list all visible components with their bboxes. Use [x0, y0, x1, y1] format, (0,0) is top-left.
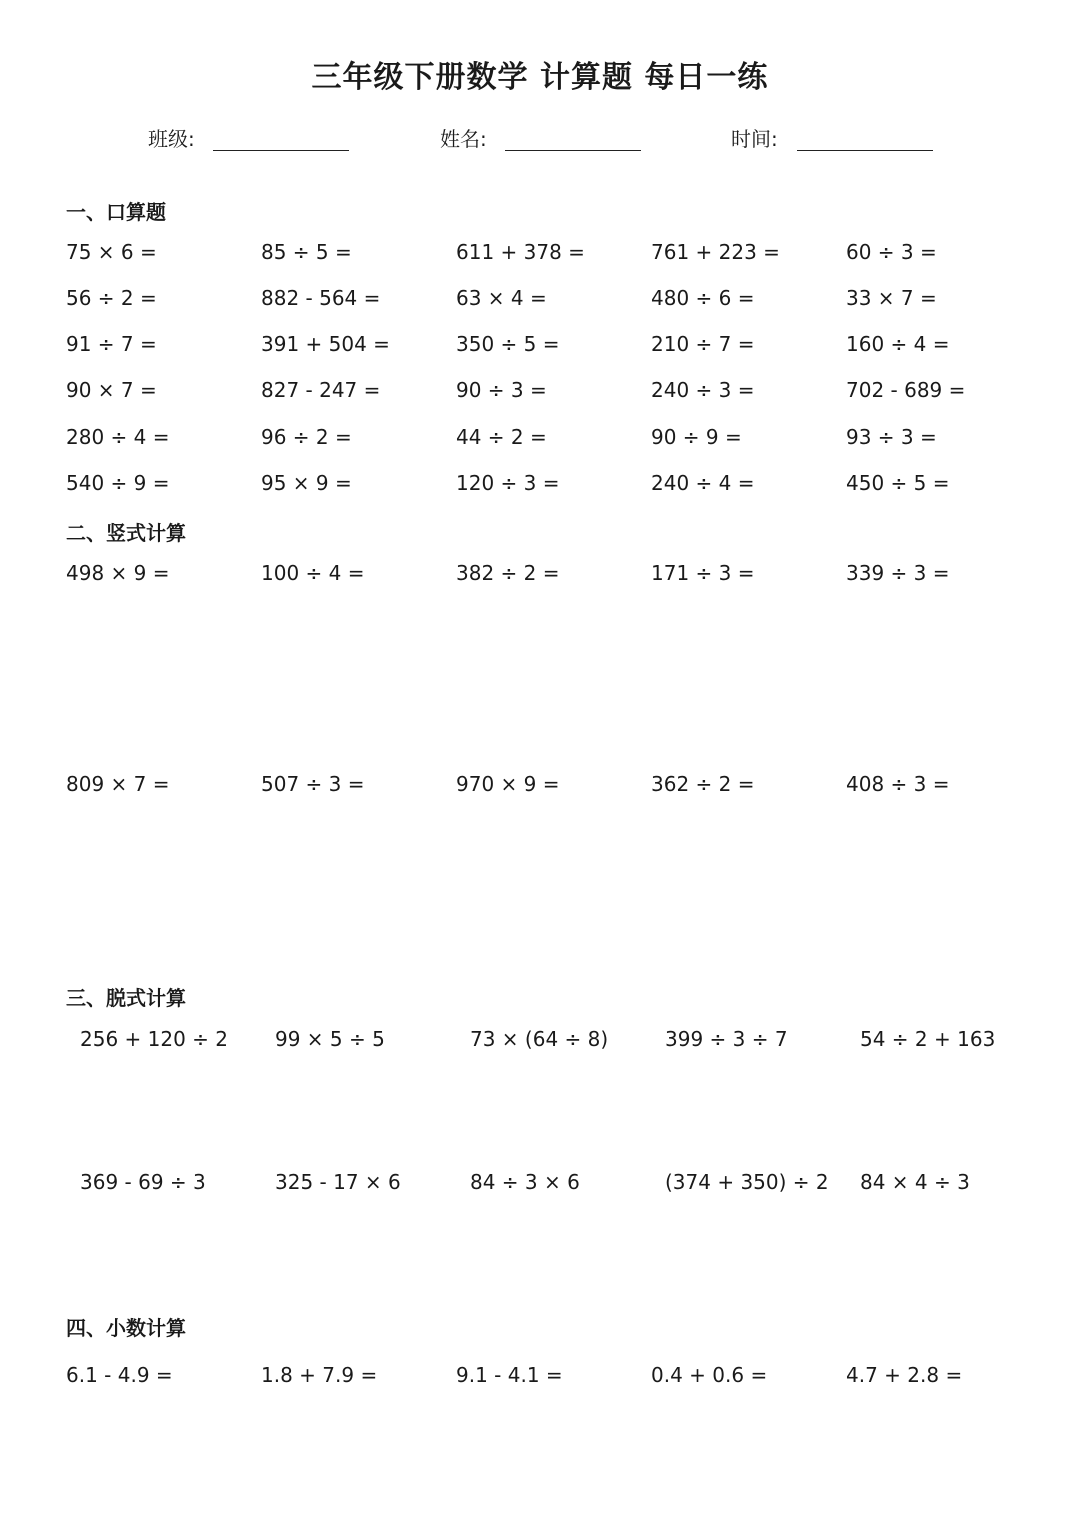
problem-row	[0, 240, 1080, 270]
problem: 369 - 69 ÷ 3	[80, 1170, 206, 1194]
problem-row	[0, 471, 1080, 501]
problem: 210 ÷ 7 =	[651, 332, 755, 356]
problem-row	[0, 332, 1080, 362]
problem: 240 ÷ 3 =	[651, 378, 755, 402]
problem: 1.8 + 7.9 =	[261, 1363, 378, 1387]
problem: 540 ÷ 9 =	[66, 471, 170, 495]
problem: 408 ÷ 3 =	[846, 772, 950, 796]
class-blank-line[interactable]	[213, 150, 349, 151]
time-field[interactable]	[731, 123, 778, 152]
problem: 160 ÷ 4 =	[846, 332, 950, 356]
problem: 450 ÷ 5 =	[846, 471, 950, 495]
page-title: 三年级下册数学 计算题 每日一练	[311, 60, 769, 95]
problem: 702 - 689 =	[846, 378, 966, 402]
problem-row	[0, 561, 1080, 591]
problem: 56 ÷ 2 =	[66, 286, 157, 310]
problem-row	[0, 772, 1080, 802]
problem: 391 + 504 =	[261, 332, 390, 356]
class-field[interactable]	[148, 123, 195, 152]
name-blank-line[interactable]	[505, 150, 641, 151]
problem: 84 × 4 ÷ 3	[860, 1170, 970, 1194]
problem: 970 × 9 =	[456, 772, 560, 796]
name-field[interactable]	[440, 123, 487, 152]
problem: 240 ÷ 4 =	[651, 471, 755, 495]
problem: 60 ÷ 3 =	[846, 240, 937, 264]
section-heading-stepwise: 三、脱式计算	[66, 986, 186, 1010]
problem: 761 + 223 =	[651, 240, 780, 264]
problem-row	[0, 378, 1080, 408]
problem: 507 ÷ 3 =	[261, 772, 365, 796]
problem: 96 ÷ 2 =	[261, 425, 352, 449]
problem: (374 + 350) ÷ 2	[665, 1170, 829, 1194]
problem: 382 ÷ 2 =	[456, 561, 560, 585]
problem: 84 ÷ 3 × 6	[470, 1170, 580, 1194]
problem: 827 - 247 =	[261, 378, 381, 402]
problem: 339 ÷ 3 =	[846, 561, 950, 585]
problem: 75 × 6 =	[66, 240, 157, 264]
problem: 90 × 7 =	[66, 378, 157, 402]
problem-row	[0, 286, 1080, 316]
problem: 120 ÷ 3 =	[456, 471, 560, 495]
problem: 6.1 - 4.9 =	[66, 1363, 173, 1387]
problem: 91 ÷ 7 =	[66, 332, 157, 356]
problem: 93 ÷ 3 =	[846, 425, 937, 449]
problem: 33 × 7 =	[846, 286, 937, 310]
problem: 90 ÷ 3 =	[456, 378, 547, 402]
problem: 325 - 17 × 6	[275, 1170, 401, 1194]
student-info-row	[0, 123, 1080, 163]
problem: 9.1 - 4.1 =	[456, 1363, 563, 1387]
problem: 809 × 7 =	[66, 772, 170, 796]
problem: 90 ÷ 9 =	[651, 425, 742, 449]
problem: 85 ÷ 5 =	[261, 240, 352, 264]
problem: 54 ÷ 2 + 163	[860, 1027, 996, 1051]
problem: 44 ÷ 2 =	[456, 425, 547, 449]
problem: 4.7 + 2.8 =	[846, 1363, 963, 1387]
problem: 63 × 4 =	[456, 286, 547, 310]
problem: 362 ÷ 2 =	[651, 772, 755, 796]
problem: 100 ÷ 4 =	[261, 561, 365, 585]
problem: 498 × 9 =	[66, 561, 170, 585]
problem: 399 ÷ 3 ÷ 7	[665, 1027, 788, 1051]
problem: 99 × 5 ÷ 5	[275, 1027, 385, 1051]
problem-row	[0, 425, 1080, 455]
problem-row	[0, 1363, 1080, 1393]
problem: 882 - 564 =	[261, 286, 381, 310]
problem: 95 × 9 =	[261, 471, 352, 495]
time-label: 时间:	[731, 127, 778, 151]
problem-row	[0, 1027, 1080, 1057]
section-heading-vertical: 二、竖式计算	[66, 521, 186, 545]
name-label: 姓名:	[440, 127, 487, 151]
problem-row	[0, 1170, 1080, 1200]
problem: 0.4 + 0.6 =	[651, 1363, 768, 1387]
class-label: 班级:	[148, 127, 195, 151]
problem: 73 × (64 ÷ 8)	[470, 1027, 609, 1051]
problem: 256 + 120 ÷ 2	[80, 1027, 229, 1051]
problem: 171 ÷ 3 =	[651, 561, 755, 585]
time-blank-line[interactable]	[797, 150, 933, 151]
problem: 480 ÷ 6 =	[651, 286, 755, 310]
problem: 280 ÷ 4 =	[66, 425, 170, 449]
section-heading-oral: 一、口算题	[66, 200, 166, 224]
section-heading-decimal: 四、小数计算	[66, 1316, 186, 1340]
problem: 350 ÷ 5 =	[456, 332, 560, 356]
problem: 611 + 378 =	[456, 240, 585, 264]
